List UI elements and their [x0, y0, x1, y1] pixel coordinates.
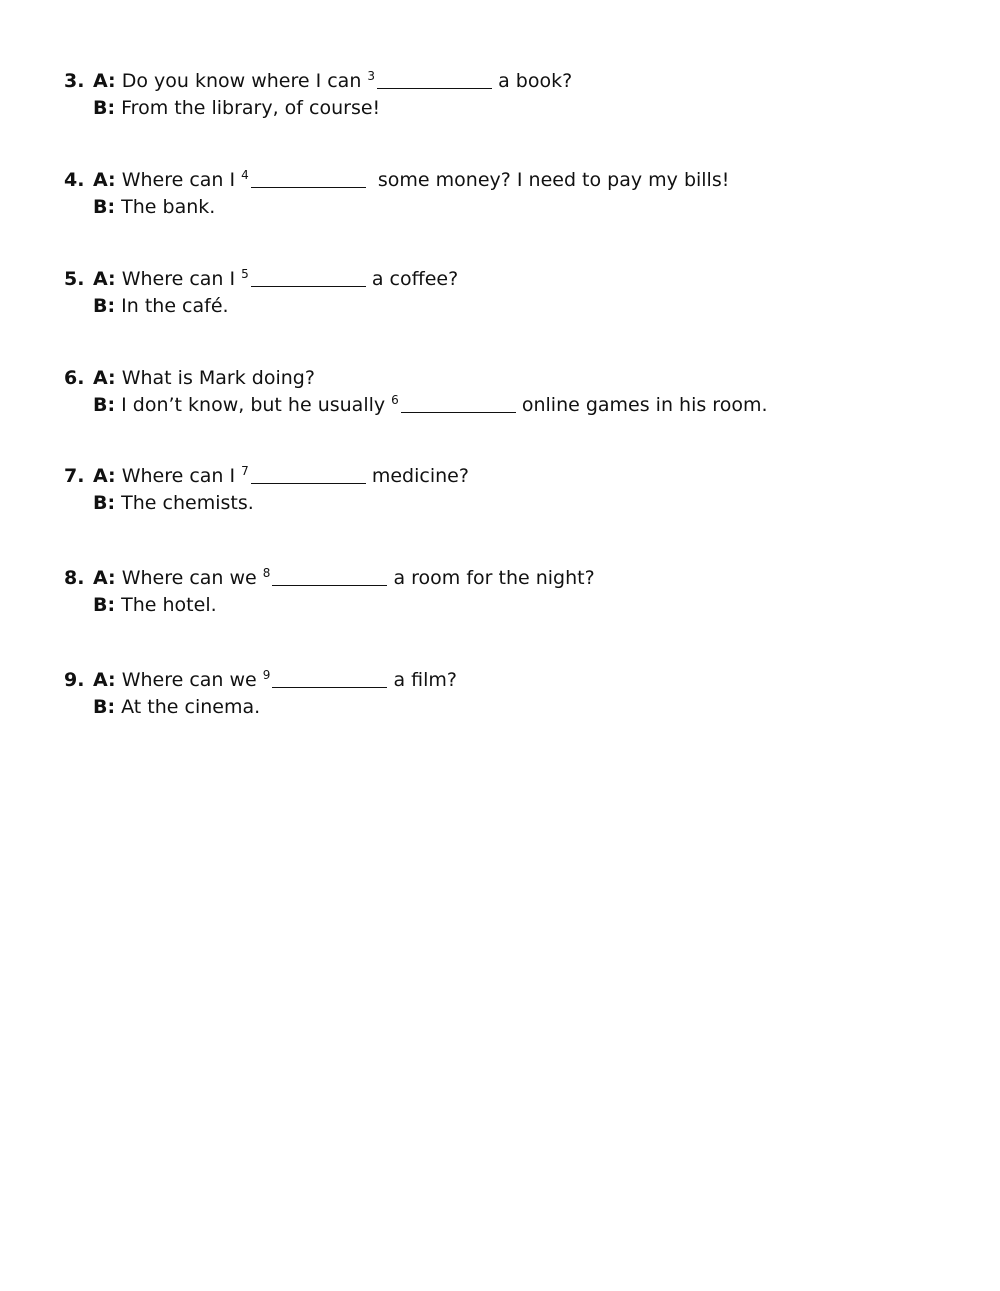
gap-6[interactable] [391, 392, 516, 419]
speaker-a: A: [93, 669, 116, 691]
gap-number: 7 [241, 464, 249, 478]
line-b [64, 293, 964, 320]
item-number: 5. [64, 268, 85, 290]
speaker-b: B: [93, 594, 116, 616]
gap-7[interactable] [241, 463, 366, 490]
exercise-item-4 [64, 167, 964, 221]
speaker-a: A: [93, 70, 116, 92]
sentence: The bank. [121, 196, 216, 218]
line-a [64, 667, 964, 694]
item-number: 9. [64, 669, 85, 691]
sentence: From the library, of course! [121, 97, 381, 119]
blank-field[interactable] [377, 70, 492, 89]
line-a [64, 167, 964, 194]
sentence: At the cinema. [121, 696, 261, 718]
blank-field[interactable] [251, 169, 366, 188]
item-number: 4. [64, 169, 85, 191]
speaker-b: B: [93, 196, 116, 218]
line-b [64, 392, 964, 419]
gap-4[interactable] [241, 167, 366, 194]
gap-8[interactable] [263, 565, 388, 592]
gap-number: 5 [241, 267, 249, 281]
sentence-part: I don’t know, but he usually [121, 394, 392, 416]
exercise-item-8 [64, 565, 964, 619]
sentence-part: a book? [492, 70, 573, 92]
speaker-a: A: [93, 367, 116, 389]
sentence-part: some money? I need to pay my bills! [365, 169, 730, 191]
item-number: 3. [64, 70, 85, 92]
sentence: The chemists. [121, 492, 254, 514]
line-a [64, 365, 964, 392]
speaker-a: A: [93, 567, 116, 589]
speaker-b: B: [93, 97, 116, 119]
exercise-item-9 [64, 667, 964, 721]
gap-number: 3 [367, 69, 376, 83]
line-b [64, 490, 964, 517]
speaker-a: A: [93, 465, 116, 487]
blank-field[interactable] [272, 669, 387, 688]
item-number: 7. [64, 465, 85, 487]
line-b [64, 95, 964, 122]
blank-field[interactable] [401, 394, 516, 413]
line-b [64, 694, 964, 721]
speaker-b: B: [93, 295, 116, 317]
speaker-a: A: [93, 169, 116, 191]
exercise-item-6 [64, 365, 964, 419]
gap-9[interactable] [263, 667, 388, 694]
sentence: In the café. [121, 295, 229, 317]
sentence-part: online games in his room. [515, 394, 768, 416]
item-number: 6. [64, 367, 85, 389]
line-b [64, 592, 964, 619]
item-number: 8. [64, 567, 85, 589]
speaker-b: B: [93, 696, 116, 718]
sentence-part: Do you know where I can [121, 70, 368, 92]
line-b [64, 194, 964, 221]
blank-field[interactable] [251, 268, 366, 287]
sentence-part: medicine? [365, 465, 469, 487]
gap-number: 6 [391, 393, 399, 407]
sentence-part: a film? [387, 669, 457, 691]
sentence-part: Where can I [121, 268, 242, 290]
gap-number: 4 [241, 168, 249, 182]
sentence-part: Where can we [121, 567, 263, 589]
blank-field[interactable] [272, 567, 387, 586]
gap-number: 8 [262, 566, 271, 580]
line-a [64, 68, 964, 95]
exercise-item-7 [64, 463, 964, 517]
speaker-b: B: [93, 492, 116, 514]
speaker-b: B: [93, 394, 116, 416]
sentence: The hotel. [121, 594, 217, 616]
line-a [64, 565, 964, 592]
blank-field[interactable] [251, 465, 366, 484]
gap-number: 9 [262, 668, 271, 682]
sentence-part: Where can I [121, 465, 242, 487]
exercise-item-3 [64, 68, 964, 122]
line-a [64, 266, 964, 293]
line-a [64, 463, 964, 490]
sentence-part: Where can we [121, 669, 263, 691]
sentence-part: Where can I [121, 169, 242, 191]
gap-3[interactable] [367, 68, 492, 95]
exercise-item-5 [64, 266, 964, 320]
speaker-a: A: [93, 268, 116, 290]
sentence: What is Mark doing? [121, 367, 315, 389]
gap-5[interactable] [241, 266, 366, 293]
sentence-part: a coffee? [365, 268, 459, 290]
sentence-part: a room for the night? [387, 567, 595, 589]
